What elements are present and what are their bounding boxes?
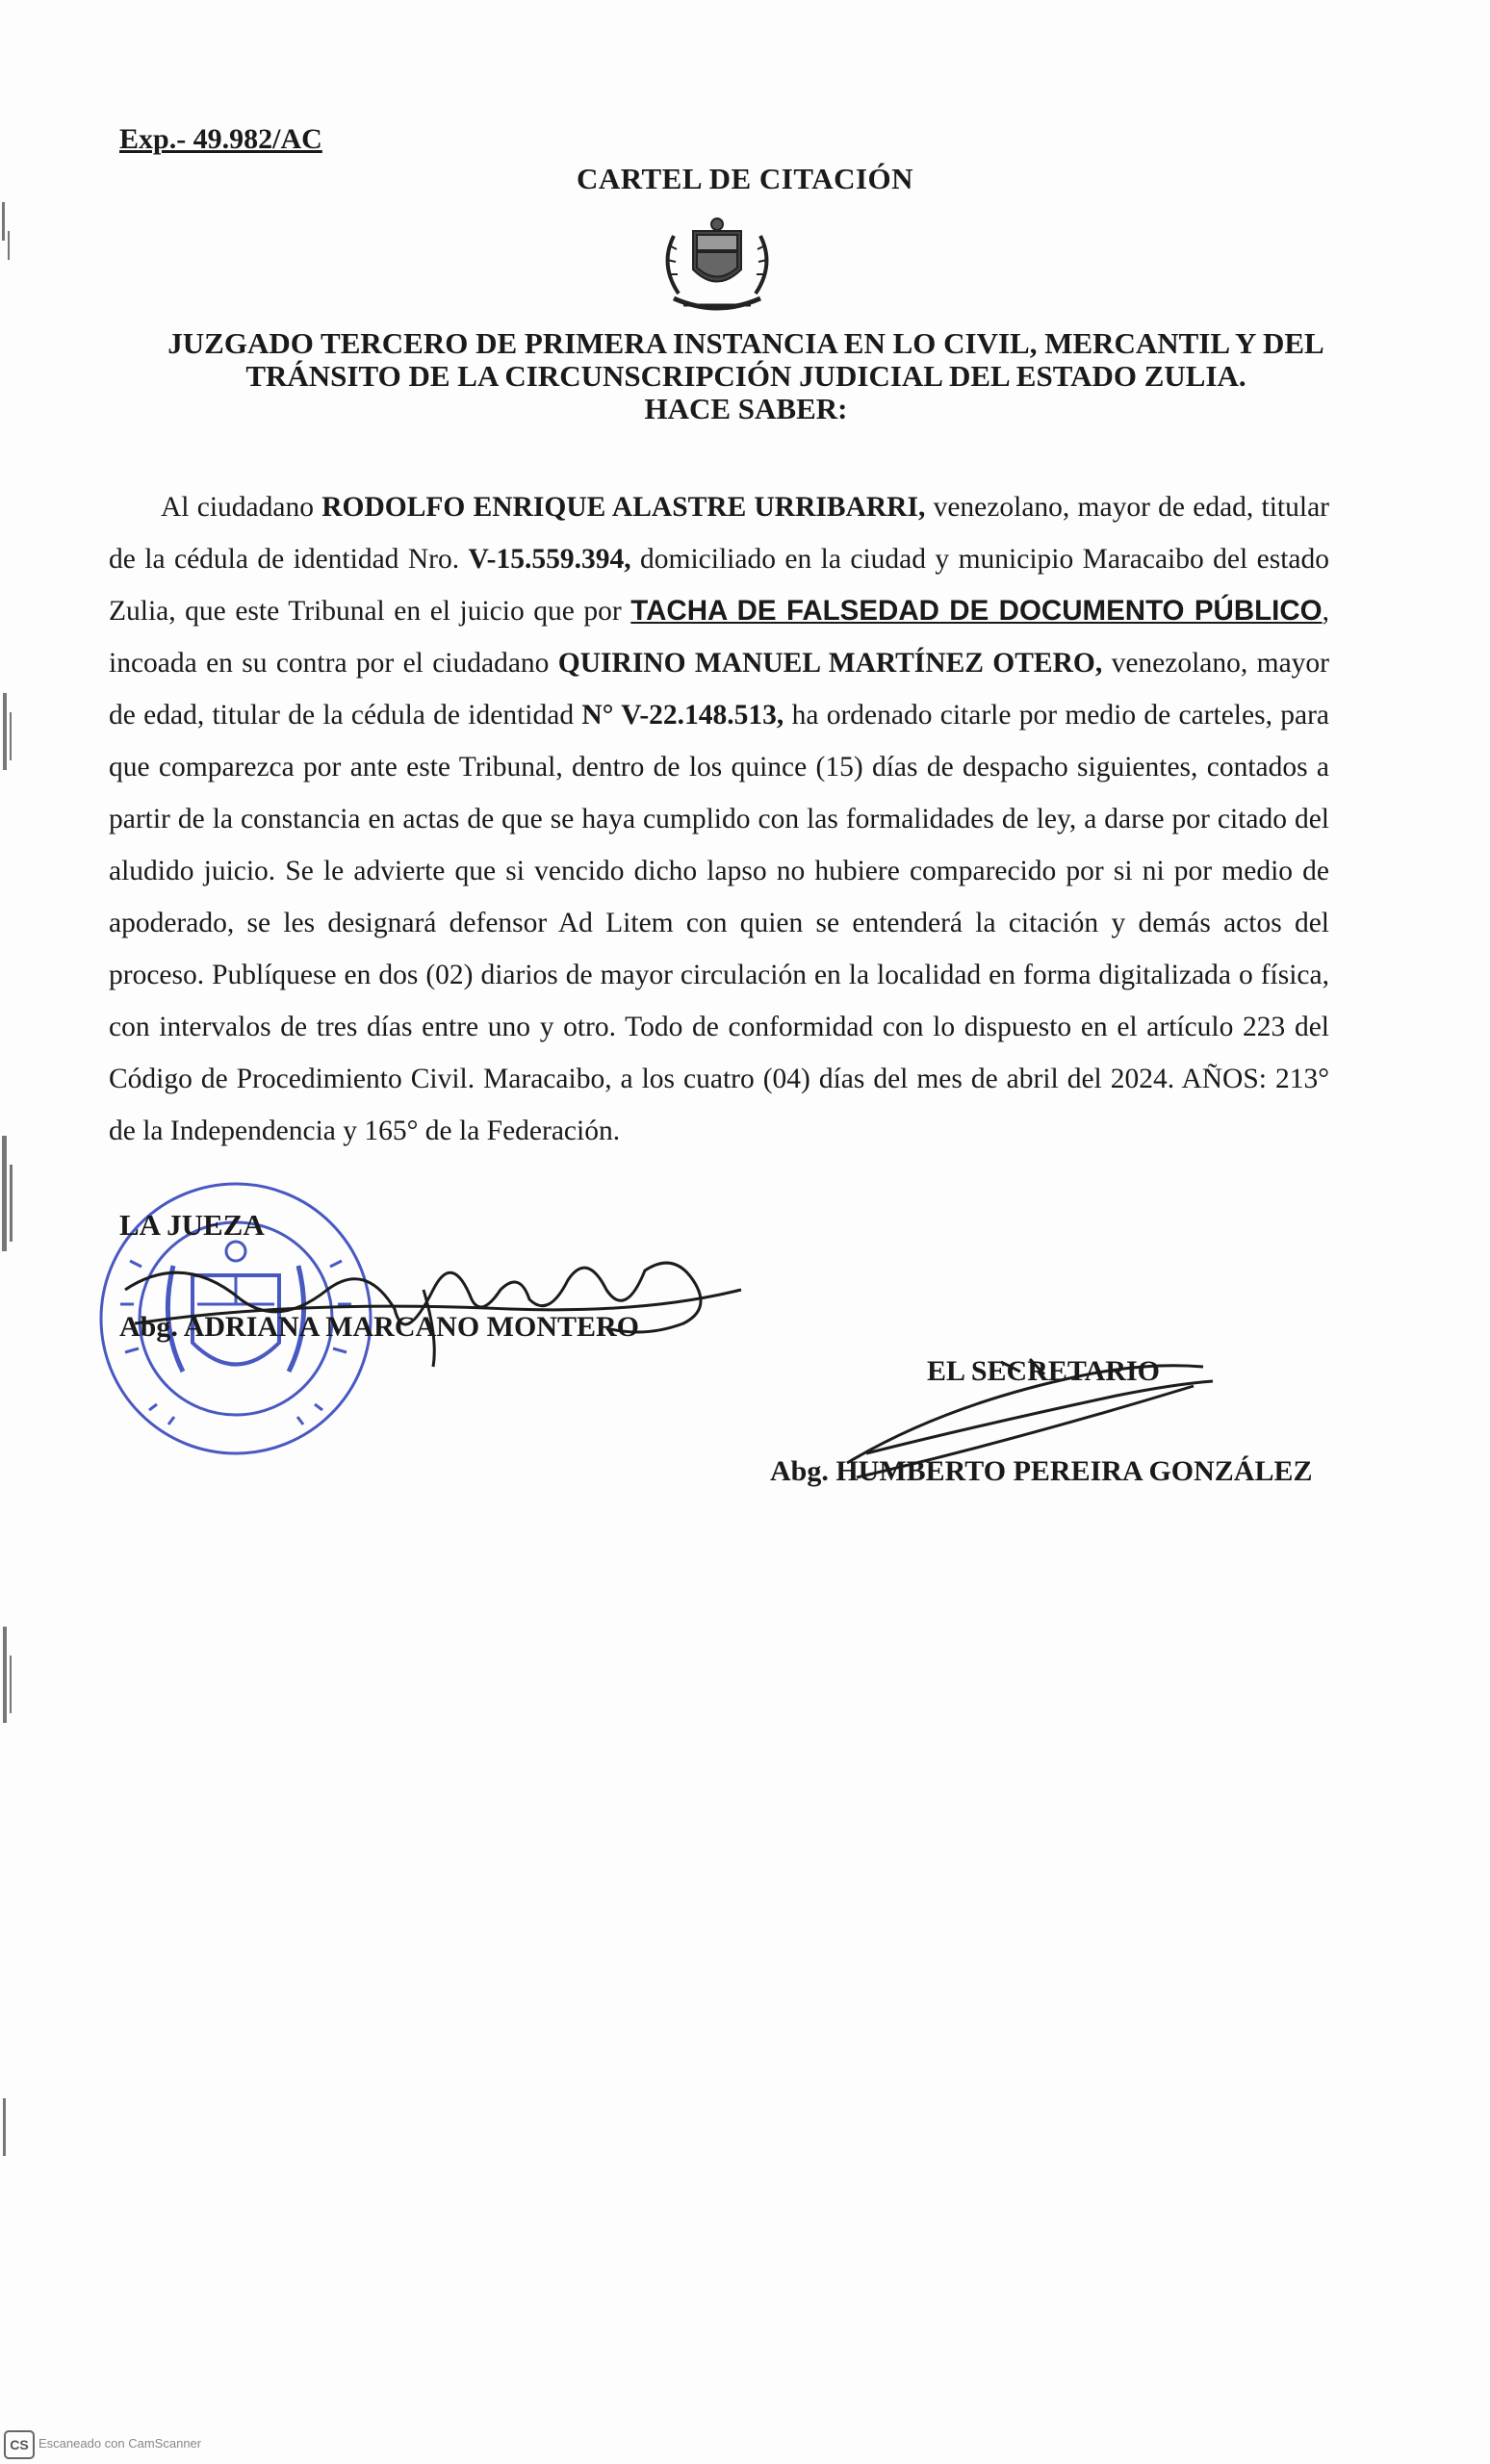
body-text: venezolano, mayor de edad, titular de la cédula de identidad — [109, 648, 1329, 731]
plaintiff-id: N° V-22.148.513, — [581, 700, 784, 731]
defendant-id: V-15.559.394, — [468, 544, 631, 575]
hace-saber: HACE SABER: — [644, 392, 848, 425]
body-text: ha ordenado citarle por medio de carteles, para que comparezca por ante este Tribunal, dentro de los quince (15) días de despacho siguientes, contados a partir de la constancia en actas de que se haya cumplido con las formalidades de ley, a darse por citado del aludido juicio. Se le advierte que si vencido dicho lapso no hubiere comparecido por si ni por medio de apoderado, se les designará defensor Ad Litem con quien se entenderá la citación y demás actos del proceso. Publíquese en dos (02) diarios de mayor circulación en la localidad en forma digitalizada o física, con intervalos de tres días entre uno y otro. Todo de conformidad con lo dispuesto en el artículo 223 del Código de Procedimiento Civil. Maracaibo, a los cuatro (04) días del mes de abril del 2024. AÑOS: 213° de la Independencia y 165° de la Federación. — [109, 700, 1329, 1146]
body-text: , incoada en su contra por el ciudadano — [109, 596, 1329, 679]
scanner-watermark: Escaneado con CamScanner — [39, 2436, 202, 2451]
body-text: Al ciudadano — [161, 492, 322, 523]
body-text: domiciliado en la ciudad y municipio Maracaibo del estado Zulia, que este Tribunal en el juicio que por — [109, 544, 1330, 627]
coat-of-arms-icon — [635, 217, 799, 327]
judge-title: LA JUEZA — [119, 1208, 265, 1242]
court-header — [125, 327, 1367, 425]
plaintiff-name: QUIRINO MANUEL MARTÍNEZ OTERO, — [557, 648, 1103, 679]
citation-body — [109, 481, 1329, 1157]
body-text: venezolano, mayor de edad, titular de la cédula de identidad Nro. — [109, 492, 1329, 575]
judge-signature — [106, 1232, 760, 1376]
secretary-name: Abg. HUMBERTO PEREIRA GONZÁLEZ — [770, 1455, 1313, 1487]
scan-edge-marks — [0, 0, 19, 2464]
court-line-2: TRÁNSITO DE LA CIRCUNSCRIPCIÓN JUDICIAL DEL ESTADO ZULIA. — [245, 359, 1246, 393]
case-type: TACHA DE FALSEDAD DE DOCUMENTO PÚBLICO — [630, 595, 1323, 627]
secretary-title: EL SECRETARIO — [927, 1355, 1161, 1387]
judge-name: Abg. ADRIANA MARCANO MONTERO — [119, 1311, 640, 1343]
court-line-1: JUZGADO TERCERO DE PRIMERA INSTANCIA EN LO CIVIL, MERCANTIL Y DEL — [167, 326, 1324, 360]
case-number: Exp.- 49.982/AC — [119, 123, 322, 155]
defendant-name: RODOLFO ENRIQUE ALASTRE URRIBARRI, — [321, 492, 926, 523]
camscanner-logo-icon: CS — [4, 2430, 35, 2459]
document-title: CARTEL DE CITACIÓN — [576, 162, 914, 195]
